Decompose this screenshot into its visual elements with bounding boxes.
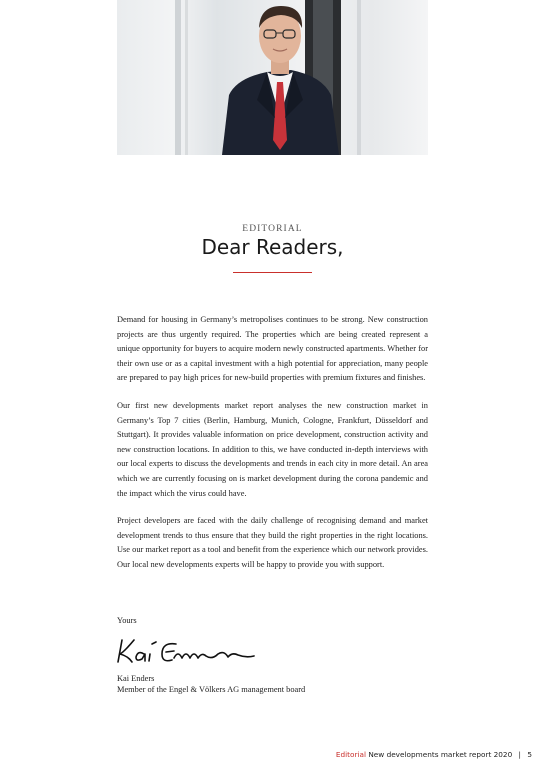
signer-name: Kai Enders (117, 674, 155, 683)
editorial-body (117, 313, 428, 586)
section-kicker: EDITORIAL (242, 224, 303, 234)
portrait-illustration (117, 0, 428, 155)
signer-role: Member of the Engel & Völkers AG management board (117, 685, 306, 694)
paragraph: Demand for housing in Germany’s metropolises continues to be strong. New construction projects are thus urgently required. The properties which are being created represent a unique opportunity for buyers to acquire modern newly constructed apartments. Whether for their own use or as a capital investment with a high potential for appreciation, many people are prepared to pay high prices for new-build properties with premium fixtures and finishes. (117, 315, 428, 383)
footer-separator: | (518, 750, 522, 759)
title-divider (233, 272, 312, 273)
page-title: Dear Readers, (201, 235, 344, 259)
portrait-photo (117, 0, 428, 155)
page-number: 5 (527, 750, 532, 759)
footer-section: Editorial (335, 750, 366, 759)
handwritten-signature (114, 630, 259, 670)
paragraph: Our first new developments market report analyses the new construction market in Germany’s Top 7 cities (Berlin, Hamburg, Munich, Cologne, Frankfurt, Düsseldorf and Stuttgart). It provides valuable information on price development, construction activity and new construction locations. In addition to this, we have conducted in-depth interviews with our local experts to discuss the developments and trends in each city in more detail. An area which we are currently focusing on is market development during the corona pandemic and the impact which the virus could have. (117, 400, 428, 498)
closing: Yours (117, 616, 137, 625)
paragraph: Project developers are faced with the daily challenge of recognising demand and market development trends to thus ensure that they build the right properties in the right locations. Use our market report as a tool and benefit from the experience which our network provides. Our local new developments experts will be happy to provide you with support. (117, 516, 428, 569)
page-footer (0, 750, 532, 759)
footer-report-title: New developments market report 2020 (368, 750, 513, 759)
